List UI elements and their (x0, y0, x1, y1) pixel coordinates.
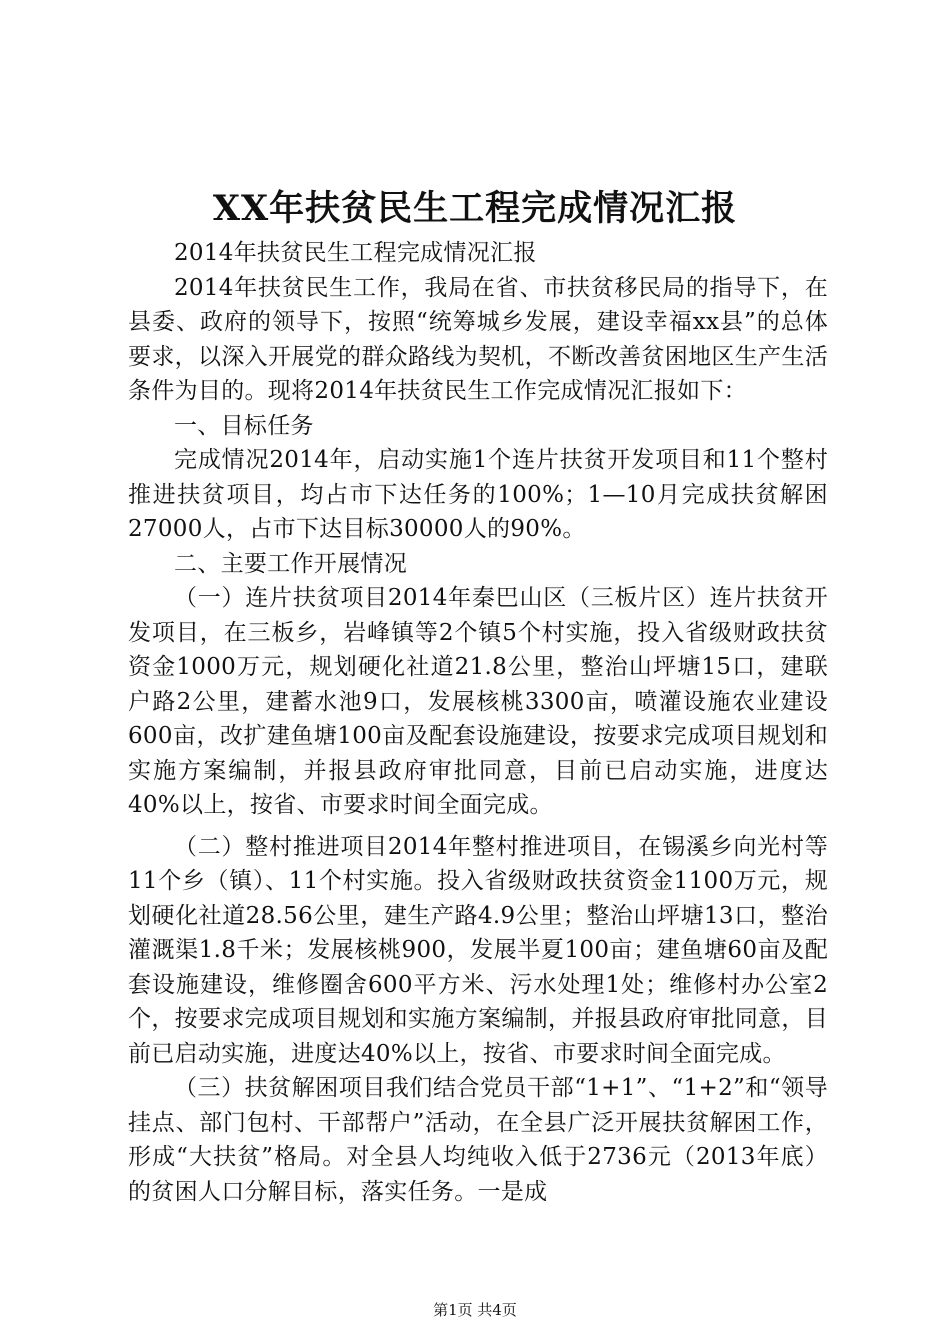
paragraph-poverty-relief: （三）扶贫解困项目我们结合党员干部“1+1”、“1+2”和“领导挂点、部门包村、干部帮户”活动，在全县广泛开展扶贫解困工作，形成“大扶贫”格局。对全县人均纯收入低于2736元（2013年底）的贫困人口分解目标，落实任务。一是成 (128, 1075, 828, 1205)
paragraph-intro: 2014年扶贫民生工作，我局在省、市扶贫移民局的指导下，在县委、政府的领导下，按照“统筹城乡发展，建设幸福xx县”的总体要求，以深入开展党的群众路线为契机，不断改善贫困地区生产生活条件为目的。现将2014年扶贫民生工作完成情况汇报如下： (128, 274, 828, 404)
page-footer: 第1页 共4页 (433, 1301, 517, 1319)
document-title: XX年扶贫民生工程完成情况汇报 (212, 188, 738, 229)
document-body (128, 236, 828, 1209)
paragraph-village-project: （二）整村推进项目2014年整村推进项目，在锡溪乡向光村等11个乡（镇）、11个村实施。投入省级财政扶贫资金1100万元，规划硬化社道28.56公里，建生产路4.9公里；整治山坪塘13口，整治灌溉渠1.8千米；发展核桃900，发展半夏100亩；建鱼塘60亩及配套设施建设，维修圈舍600平方米、污水处理1处；维修村办公室2个，按要求完成项目规划和实施方案编制，并报县政府审批同意，目前已启动实施，进度达40%以上，按省、市要求时间全面完成。 (128, 833, 828, 1067)
section-heading-work: 二、主要工作开展情况 (174, 550, 407, 577)
paragraph-subtitle: 2014年扶贫民生工程完成情况汇报 (174, 240, 537, 266)
paragraph-completion: 完成情况2014年，启动实施1个连片扶贫开发项目和11个整村推进扶贫项目，均占市下达任务的100%；1—10月完成扶贫解困27000人，占市下达目标30000人的90%。 (128, 447, 828, 542)
paragraph-contiguous-project: （一）连片扶贫项目2014年秦巴山区（三板片区）连片扶贫开发项目，在三板乡，岩峰镇等2个镇5个村实施，投入省级财政扶贫资金1000万元，规划硬化社道21.8公里，整治山坪塘15口，建联户路2公里，建蓄水池9口，发展核桃3300亩，喷灌设施农业建设600亩，改扩建鱼塘100亩及配套设施建设，按要求完成项目规划和实施方案编制，并报县政府审批同意，目前已启动实施，进度达40%以上，按省、市要求时间全面完成。 (128, 585, 828, 818)
section-heading-goals: 一、目标任务 (174, 412, 314, 439)
